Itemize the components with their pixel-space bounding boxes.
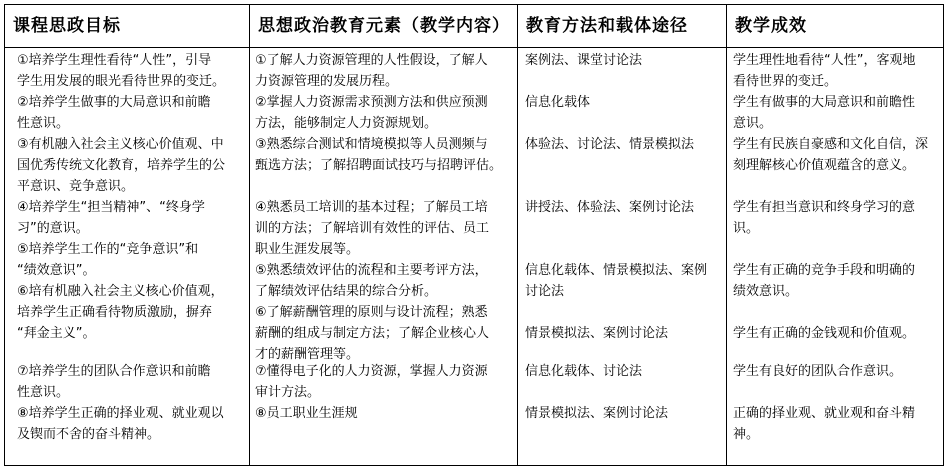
method-item-3: 体验法、讨论法、情景模拟法 <box>525 137 695 152</box>
goal-item-8: ⑧培养学生正确的择业观、就业观以 及锲而不舍的奋斗精神。 <box>17 406 224 442</box>
content-item-8: ⑧员工职业生涯规 <box>255 406 358 421</box>
outcome-item-5: 学生有正确的竞争手段和明确的 绩效意识。 <box>733 263 916 299</box>
course-ideology-table <box>4 4 944 466</box>
content-item-4: ④熟悉员工培训的基本过程；了解员工培 训的方法；了解培训有效性的评估、员工 职业生涯发展等。 <box>255 200 490 257</box>
method-item-8: 情景模拟法、案例讨论法 <box>525 406 669 421</box>
method-item-7: 信息化载体、讨论法 <box>525 364 643 379</box>
goal-item-2: ②培养学生做事的大局意识和前瞻 性意识。 <box>17 95 211 131</box>
content-item-3: ③熟悉综合测试和情境模拟等人员测频与 甄选方法；了解招聘面试技巧与招聘评估。 <box>255 137 503 173</box>
content-item-1: ①了解人力资源管理的人性假设，了解人 力资源管理的发展历程。 <box>255 53 488 89</box>
header-outcomes: 教学成效 <box>735 16 807 36</box>
goal-item-5: ⑤培养学生工作的“竞争意识”和 “绩效意识”。 <box>17 242 199 278</box>
goal-item-4: ④培养学生“担当精神”、“终身学 习”的意识。 <box>17 200 205 236</box>
outcome-item-1: 学生理性地看待“人性”，客观地 看待世界的变迁。 <box>733 53 916 89</box>
method-item-6: 情景模拟法、案例讨论法 <box>525 326 669 341</box>
goal-column <box>17 50 225 344</box>
outcome-item-2: 学生有做事的大局意识和前瞻性 意识。 <box>733 95 916 131</box>
outcome-item-6: 学生有正确的金钱观和价值观。 <box>733 326 916 341</box>
content-item-7: ⑦懂得电子化的人力资源，掌握人力资源 审计方法。 <box>255 364 488 400</box>
goal-item-1: ①培养学生理性看待“人性”，引导 学生用发展的眼光看待世界的变迁。 <box>17 53 226 89</box>
outcome-item-3: 学生有民族自豪感和文化自信，深 刻理解核心价值观蕴含的意义。 <box>733 137 929 173</box>
header-divider <box>5 47 943 48</box>
content-item-5: ⑤熟悉绩效评估的流程和主要考评方法， 了解绩效评估结果的综合分析。 <box>255 263 488 299</box>
goal-item-3: ③有机融入社会主义核心价值观、中 国优秀传统文化教育，培养学生的公 平意识、竞争意识。 <box>17 137 226 194</box>
content-item-2: ②掌握人力资源需求预测方法和供应预测 方法，能够制定人力资源规划。 <box>255 95 488 131</box>
method-item-5: 信息化载体、情景模拟法、案例 讨论法 <box>525 263 708 299</box>
column-divider <box>517 5 518 465</box>
method-item-1: 案例法、课堂讨论法 <box>525 53 643 68</box>
header-education-elements: 思想政治教育元素（教学内容） <box>258 16 510 36</box>
header-course-goal: 课程思政目标 <box>13 16 121 36</box>
outcome-item-4: 学生有担当意识和终身学习的意 识。 <box>733 200 916 236</box>
content-item-6: ⑥了解薪酬管理的原则与设计流程；熟悉 薪酬的组成与制定方法；了解企业核心人 才的薪酬管理等。 <box>255 305 490 362</box>
column-divider <box>726 5 727 465</box>
outcome-item-8: 正确的择业观、就业观和奋斗精 神。 <box>733 406 916 442</box>
method-item-2: 信息化载体 <box>525 95 591 110</box>
goal-item-6: ⑥培有机融入社会主义核心价值观， 培养学生正确看待物质激励，摒弃 “拜金主义”。 <box>17 284 224 341</box>
goal-item-7: ⑦培养学生的团队合作意识和前瞻 性意识。 <box>17 364 211 400</box>
outcome-item-7: 学生有良好的团队合作意识。 <box>733 364 903 379</box>
column-divider <box>249 5 250 465</box>
method-item-4: 讲授法、体验法、案例讨论法 <box>525 200 695 215</box>
header-methods: 教育方法和载体途径 <box>526 16 688 36</box>
